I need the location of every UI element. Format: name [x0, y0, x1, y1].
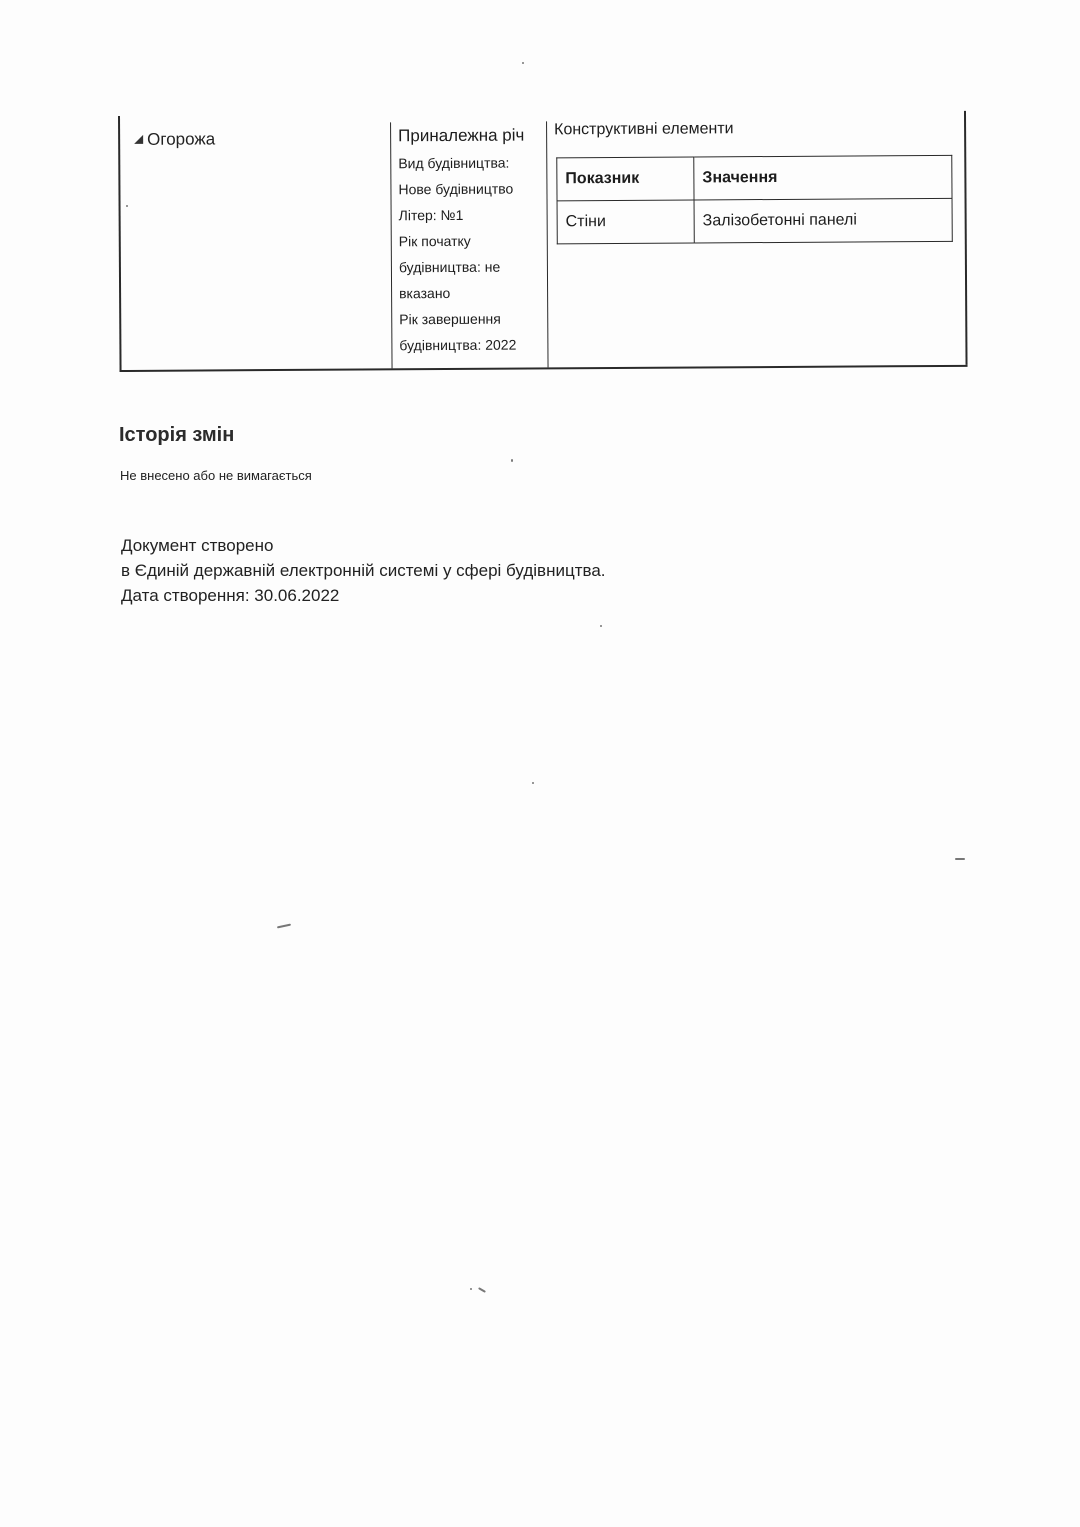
scan-speck [511, 459, 513, 462]
scan-speck [470, 1288, 472, 1290]
table-right-border [964, 111, 968, 365]
history-title: Історія змін [119, 424, 235, 446]
table-header-row [557, 155, 952, 200]
details-line: Рік завершення [399, 310, 501, 328]
scan-speck [532, 782, 534, 784]
scan-speck [600, 625, 602, 627]
object-table [118, 111, 968, 372]
scan-speck [478, 1287, 486, 1293]
table-row [557, 198, 952, 243]
constructive-elements-table [556, 155, 953, 244]
column-divider [546, 121, 549, 367]
column-divider [390, 122, 393, 368]
constructive-elements-cell [554, 117, 962, 231]
constructive-elements-title: Конструктивні елементи [554, 120, 734, 139]
scan-speck [126, 205, 128, 207]
footer-line-created: Документ створено [121, 536, 274, 555]
scan-speck [955, 858, 965, 860]
details-line: вказано [399, 284, 451, 302]
footer-line-date: Дата створення: 30.06.2022 [121, 586, 340, 605]
footer-line-system: в Єдиній державній електронній системі у сфері будівництва. [121, 561, 606, 580]
history-text: Не внесено або не вимагається [120, 468, 312, 483]
details-line: Нове будівництво [398, 180, 514, 198]
scan-speck [522, 62, 524, 64]
triangle-expand-icon [134, 135, 143, 144]
details-cell [398, 123, 543, 358]
details-line: Рік початку [398, 232, 471, 250]
details-header: Приналежна річ [398, 125, 525, 146]
details-line: будівництва: 2022 [399, 336, 517, 354]
object-name: Огорожа [147, 129, 216, 149]
document-footer [121, 533, 606, 608]
details-line: будівництва: не [398, 258, 501, 276]
column-header-indicator: Показник [557, 157, 694, 201]
indicator-cell: Стіни [557, 200, 694, 244]
column-header-value: Значення [694, 155, 952, 200]
value-cell: Залізобетонні панелі [694, 198, 952, 243]
scan-speck [277, 924, 291, 929]
details-line: Літер: №1 [398, 206, 464, 224]
details-line: Вид будівництва: [398, 154, 510, 172]
object-name-cell [134, 129, 215, 149]
